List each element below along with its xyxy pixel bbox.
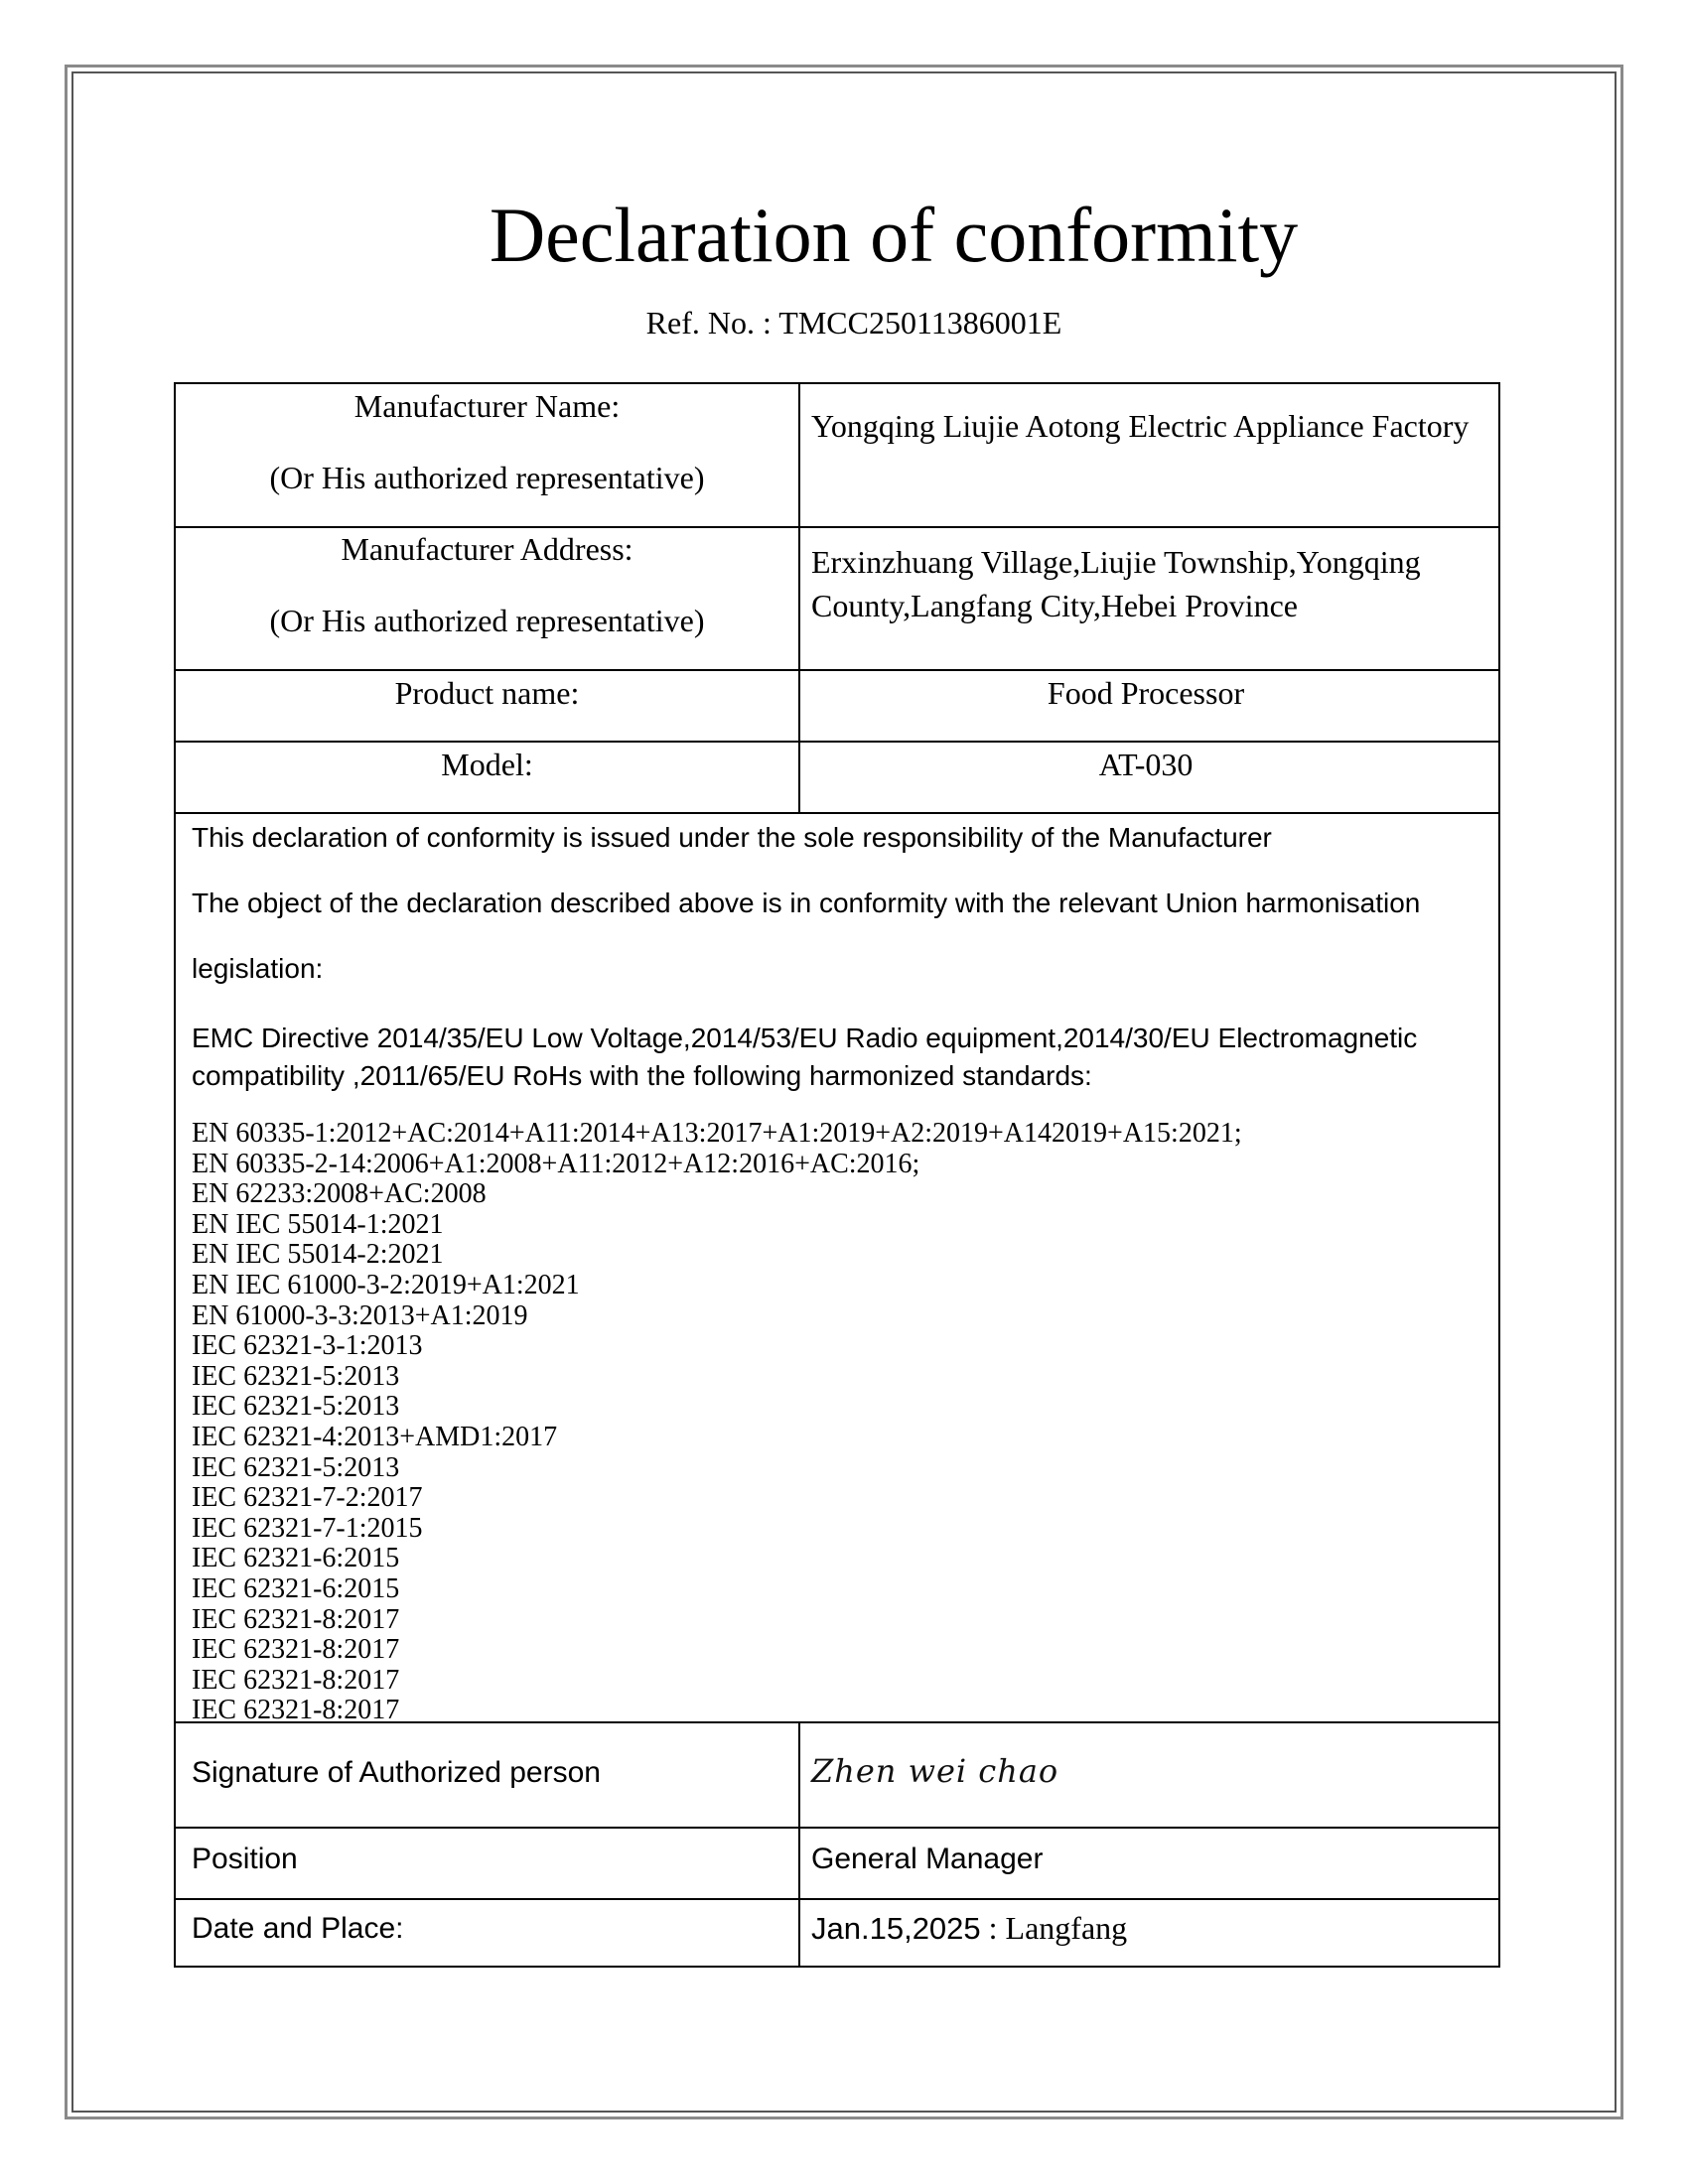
conformity-statement-cont: legislation:: [192, 953, 324, 984]
declaration-table: [174, 382, 1500, 1968]
authorized-rep-note: (Or His authorized representative): [269, 603, 705, 638]
standard-item: IEC 62321-8:2017: [192, 1603, 400, 1635]
standard-item: IEC 62321-5:2013: [192, 1360, 400, 1392]
position-value: General Manager: [811, 1843, 1044, 1875]
standard-item: IEC 62321-8:2017: [192, 1695, 400, 1726]
directives-statement: EMC Directive 2014/35/EU Low Voltage,2014/53/EU Radio equipment,2014/30/EU Electromagnetic compatibility ,2011/65/EU RoHs with the following harmonized standards:: [192, 1023, 1418, 1091]
manufacturer-name-value: Yongqing Liujie Aotong Electric Appliance Factory: [811, 408, 1470, 444]
product-name-label: Product name:: [394, 675, 580, 711]
row-divider: [176, 812, 1498, 814]
row-divider: [176, 1898, 1498, 1900]
date-place-label: Date and Place:: [192, 1912, 404, 1945]
standard-item: IEC 62321-4:2013+AMD1:2017: [192, 1421, 558, 1452]
row-divider: [176, 669, 1498, 671]
standard-item: IEC 62321-6:2015: [192, 1572, 400, 1604]
standard-item: IEC 62321-8:2017: [192, 1664, 400, 1696]
model-value: AT-030: [1098, 747, 1194, 782]
standard-item: IEC 62321-7-2:2017: [192, 1482, 423, 1514]
standard-item: IEC 62321-6:2015: [192, 1543, 400, 1574]
standard-item: EN 62233:2008+AC:2008: [192, 1178, 487, 1210]
standard-item: EN 60335-1:2012+AC:2014+A11:2014+A13:2017+A1:2019+A2:2019+A142019+A15:2021;: [192, 1118, 1242, 1149]
document-title: Declaration of conformity: [489, 192, 1299, 278]
standard-item: EN IEC 55014-2:2021: [192, 1239, 444, 1271]
authorized-rep-note: (Or His authorized representative): [269, 460, 705, 495]
position-label: Position: [192, 1843, 298, 1875]
product-name-value: Food Processor: [1047, 675, 1245, 711]
manufacturer-name-label: Manufacturer Name:: [353, 388, 621, 424]
model-label: Model:: [441, 747, 533, 782]
standard-item: IEC 62321-7-1:2015: [192, 1512, 423, 1544]
reference-number: Ref. No. : TMCC25011386001E: [645, 305, 1062, 341]
standard-item: EN 60335-2-14:2006+A1:2008+A11:2012+A12:2016+AC:2016;: [192, 1148, 920, 1179]
standard-item: IEC 62321-8:2017: [192, 1634, 400, 1666]
standard-item: EN IEC 61000-3-2:2019+A1:2021: [192, 1269, 580, 1300]
signature-label: Signature of Authorized person: [192, 1756, 601, 1789]
column-divider: [798, 1721, 800, 1968]
conformity-statement: The object of the declaration described above is in conformity with the relevant Union harmonisation: [192, 887, 1421, 918]
row-divider: [176, 1827, 1498, 1829]
row-divider: [176, 526, 1498, 528]
date-place-value: [811, 1910, 1127, 1947]
standards-list: [192, 1119, 1482, 1726]
declaration-statement: This declaration of conformity is issued under the sole responsibility of the Manufacturer: [192, 822, 1272, 853]
standard-item: EN 61000-3-3:2013+A1:2019: [192, 1299, 528, 1331]
place-value: : Langfang: [980, 1910, 1128, 1946]
row-divider: [176, 741, 1498, 743]
manufacturer-address-value: Erxinzhuang Village,Liujie Township,Yongqing County,Langfang City,Hebei Province: [811, 544, 1421, 623]
standard-item: IEC 62321-3-1:2013: [192, 1330, 423, 1362]
signature: Zhen wei chao: [811, 1752, 1059, 1790]
standard-item: IEC 62321-5:2013: [192, 1391, 400, 1423]
standard-item: IEC 62321-5:2013: [192, 1451, 400, 1483]
standard-item: EN IEC 55014-1:2021: [192, 1208, 444, 1240]
date-value: Jan.15,2025: [811, 1911, 981, 1946]
manufacturer-address-label: Manufacturer Address:: [341, 531, 633, 567]
